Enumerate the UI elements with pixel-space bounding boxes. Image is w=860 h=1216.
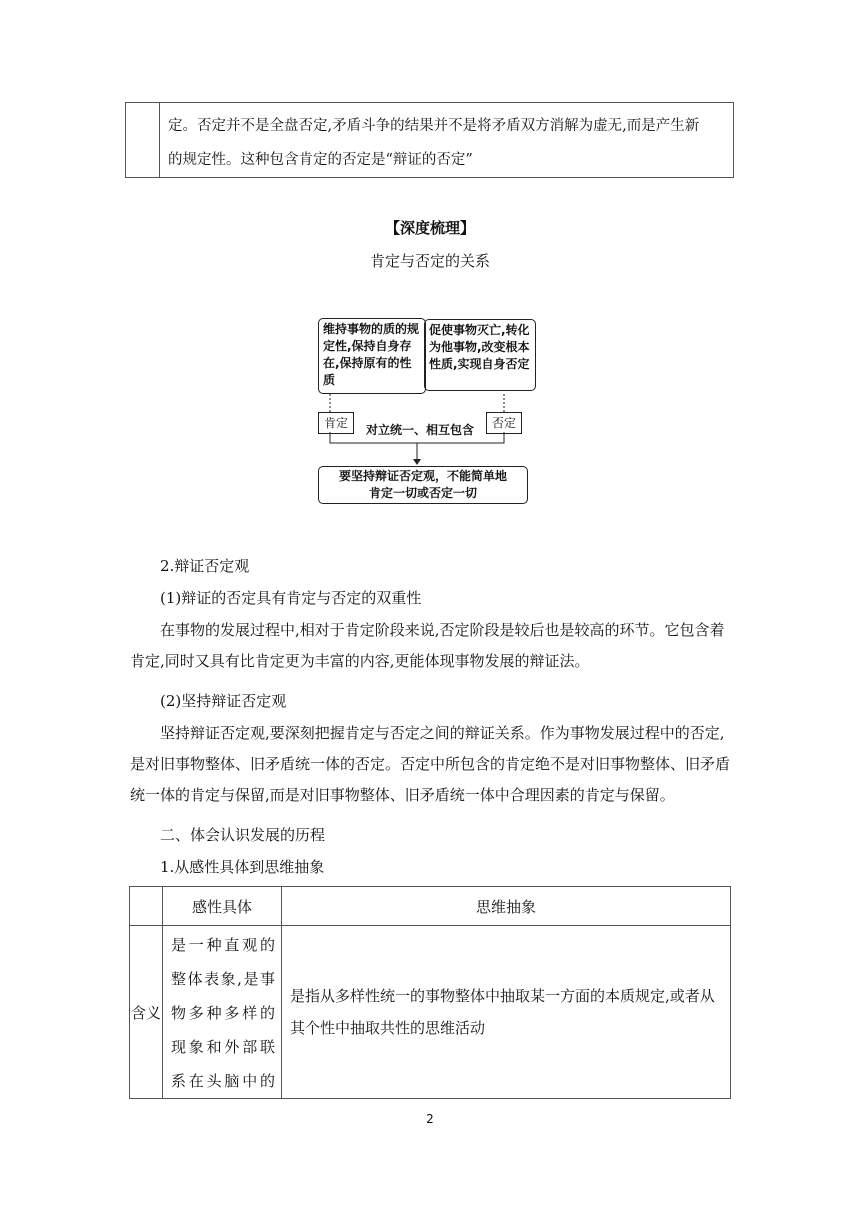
diagram-subtitle: 肯定与否定的关系	[369, 252, 490, 270]
heading-part-two: 二、体会认识发展的历程	[160, 826, 326, 844]
paragraph-uphold: 坚持辩证否定观,要深刻把握肯定与否定之间的辩证关系。作为事物发展过程中的否定,是对旧事物整体、旧矛盾统一体的否定。否定中所包含的肯定绝不是对旧事物整体、旧矛盾统一体的肯定与保留,而是对旧事物整体、旧矛盾统一体中合理因素的肯定与保留。	[130, 724, 731, 804]
cell-line: 整体表象,是事	[171, 970, 275, 988]
subheading-uphold: (2)坚持辩证否定观	[160, 692, 287, 710]
top-table-line-2: 的规定性。这种包含肯定的否定是“辩证的否定”	[168, 152, 473, 168]
table-cell-abstract: 是指从多样性统一的事物整体中抽取某一方面的本质规定,或者从其个性中抽取共性的思维活动	[282, 926, 731, 1099]
table-header-perceptual: 感性具体	[163, 887, 282, 926]
table-header-row	[130, 887, 731, 926]
cell-line: 现象和外部联	[171, 1038, 275, 1056]
top-table-text-cell	[160, 103, 734, 178]
top-table	[125, 102, 734, 178]
section-title: 【深度梳理】	[384, 219, 475, 237]
table-header-abstract: 思维抽象	[282, 887, 731, 926]
diagram-negate-label: 否定	[486, 412, 522, 434]
cell-line: 是一种直观的	[171, 936, 275, 954]
diagram-left-top-box: 维持事物的质的规定性,保持自身存在,保持原有的性质	[318, 318, 426, 394]
diagram-bottom-box: 要坚持辩证否定观，不能简单地肯定一切或否定一切	[318, 466, 528, 504]
comparison-table	[129, 886, 731, 1099]
relation-diagram	[318, 318, 532, 506]
heading-dialectical-negation: 2.辩证否定观	[160, 557, 250, 575]
cell-line: 物多种多样的	[171, 1004, 275, 1022]
page-number: 2	[426, 1112, 434, 1126]
diagram-right-top-box: 促使事物灭亡,转化为他事物,改变根本性质,实现自身否定	[424, 319, 536, 391]
subheading-duality: (1)辩证的否定具有肯定与否定的双重性	[160, 589, 422, 607]
cell-line: 系在头脑中的	[171, 1072, 275, 1090]
paragraph-duality: 在事物的发展过程中,相对于肯定阶段来说,否定阶段是较后也是较高的环节。它包含着肯定,同时又具有比肯定更为丰富的内容,更能体现事物发展的辩证法。	[130, 621, 725, 670]
top-table-empty-cell	[126, 103, 160, 178]
diagram-affirm-label: 肯定	[318, 412, 354, 434]
heading-perceptual-to-abstract: 1.从感性具体到思维抽象	[160, 858, 325, 876]
table-row	[130, 926, 731, 1099]
table-cell-perceptual	[163, 926, 282, 1099]
table-row-label: 含义	[130, 926, 163, 1099]
table-header-empty	[130, 887, 163, 926]
top-table-line-1: 定。否定并不是全盘否定,矛盾斗争的结果并不是将矛盾双方消解为虚无,而是产生新	[168, 118, 700, 134]
diagram-middle-label: 对立统一、相互包含	[354, 421, 486, 438]
